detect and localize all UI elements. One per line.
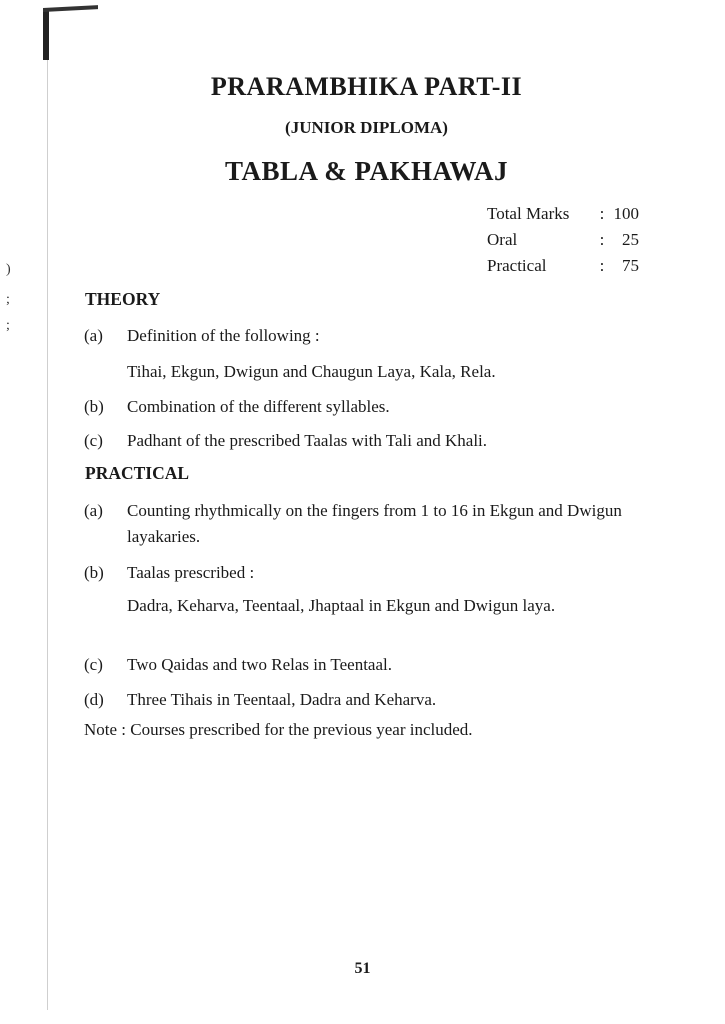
item-text: Two Qaidas and two Relas in Teentaal.: [127, 655, 392, 674]
marks-value: 25: [622, 230, 639, 249]
practical-item-a: [84, 498, 654, 550]
marks-separator: :: [599, 256, 605, 275]
marks-row-oral: [487, 230, 639, 256]
marks-label: Practical: [487, 256, 547, 275]
edge-mark: ;: [6, 318, 10, 333]
marks-value: 75: [622, 256, 639, 275]
item-tag: (c): [84, 655, 103, 674]
practical-item-c: [84, 652, 654, 678]
theory-heading: THEORY: [85, 289, 161, 309]
edge-mark: ;: [6, 292, 10, 307]
practical-item-b: [84, 560, 654, 586]
item-text: Three Tihais in Teentaal, Dadra and Keharva.: [127, 690, 437, 709]
item-text: Definition of the following :: [127, 326, 320, 345]
marks-separator: :: [599, 204, 605, 223]
item-tag: (c): [84, 431, 103, 450]
marks-table: [487, 204, 639, 282]
item-text: Counting rhythmically on the fingers from 1 to 16 in Ekgun and Dwigun layakaries.: [127, 501, 622, 546]
note-text: Note : Courses prescribed for the previous year included.: [84, 720, 473, 739]
edge-mark: ): [6, 262, 11, 277]
theory-item-a-detail: Tihai, Ekgun, Dwigun and Chaugun Laya, Kala, Rela.: [127, 362, 496, 381]
theory-item-a: [84, 323, 654, 349]
subject-title: TABLA & PAKHAWAJ: [224, 156, 509, 186]
theory-item-c: [84, 428, 654, 454]
scan-corner-mark-top: [43, 5, 98, 12]
scan-corner-mark: [43, 10, 49, 60]
item-tag: (b): [84, 563, 104, 582]
item-tag: (a): [84, 326, 103, 345]
practical-item-d: [84, 687, 654, 713]
item-text: Taalas prescribed :: [127, 563, 255, 582]
marks-label: Oral: [487, 230, 518, 249]
page-title: PRARAMBHIKA PART-II: [210, 72, 523, 101]
theory-item-b: [84, 394, 654, 420]
item-tag: (a): [84, 501, 103, 520]
page-number: 51: [354, 960, 371, 977]
marks-separator: :: [599, 230, 605, 249]
practical-item-b-detail: Dadra, Keharva, Teentaal, Jhaptaal in Ekgun and Dwigun laya.: [127, 596, 556, 615]
marks-label: Total Marks: [487, 204, 570, 223]
item-text: Combination of the different syllables.: [127, 397, 390, 416]
page-subtitle: (JUNIOR DIPLOMA): [285, 118, 448, 137]
marks-row-practical: [487, 256, 639, 282]
marks-row-total: [487, 204, 639, 230]
marks-value: 100: [613, 204, 639, 223]
item-tag: (b): [84, 397, 104, 416]
item-text: Padhant of the prescribed Taalas with Tali and Khali.: [127, 431, 488, 450]
item-tag: (d): [84, 690, 104, 709]
practical-heading: PRACTICAL: [85, 463, 190, 483]
